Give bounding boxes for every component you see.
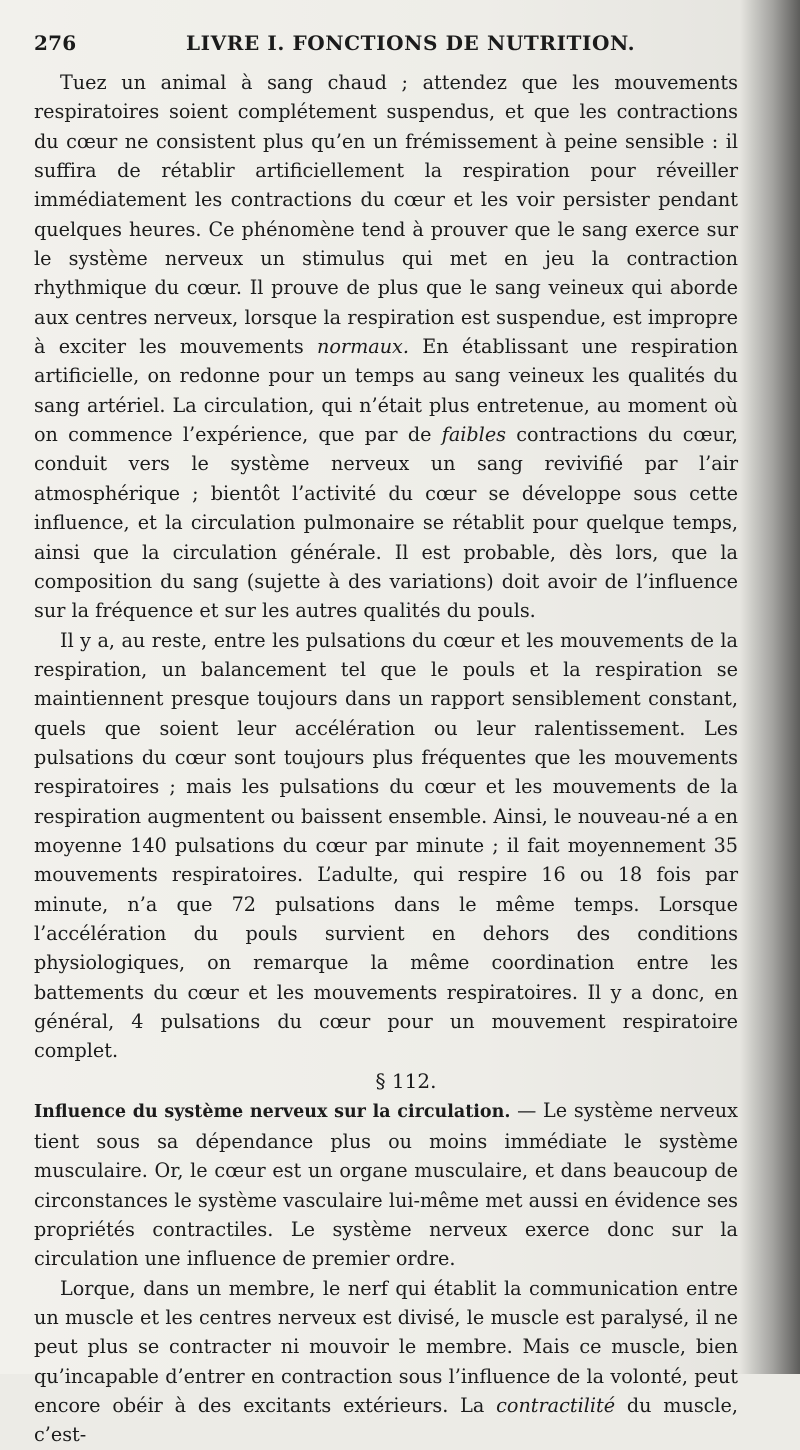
paragraph-4 <box>34 1274 738 1450</box>
paragraph-3 <box>34 1096 738 1274</box>
running-head: LIVRE I. FONCTIONS DE NUTRITION. <box>186 31 636 55</box>
italic-normaux: normaux. <box>316 335 409 359</box>
paragraph-1-text-1: Tuez un animal à sang chaud ; attendez que les mouvements respiratoires soient complétement suspendus, et que les contractions du cœur ne consistent plus qu’en un frémissement à peine sensible : il suffira de rétablir artificiellement la respiration pour réveiller immédiatement les contractions du cœur et les voir persister pendant quelques heures. Ce phénomène tend à prouver que le sang exerce sur le système nerveux un stimulus qui met en jeu la contraction rhythmique du cœur. Il prouve de plus que le sang veineux qui aborde aux centres nerveux, lorsque la respiration est suspendue, est impropre à exciter les mouvements <box>34 71 738 359</box>
section-number: § 112. <box>375 1068 437 1093</box>
body-text <box>34 68 738 1450</box>
page-header <box>34 26 738 60</box>
paragraph-2: Il y a, au reste, entre les pulsations du cœur et les mouvements de la respiration, un balancement tel que le pouls et la respiration se maintiennent presque toujours dans un rapport sensiblement constant, quels que soient leur accélération ou leur ralentissement. Les pulsations du cœur sont toujours plus fréquentes que les mouvements respiratoires ; mais les pulsations du cœur et les mouvements de la respiration augmentent ou baissent ensemble. Ainsi, le nouveau-né a en moyenne 140 pulsations du cœur par minute ; il fait moyennement 35 mouvements respiratoires. L’adulte, qui respire 16 ou 18 fois par minute, n’a que 72 pulsations dans le même temps. Lorsque l’accélération du pouls survient en dehors des conditions physiologiques, on remarque la même coordination entre les battements du cœur et les mouvements respiratoires. Il y a donc, en général, 4 pulsations du cœur pour un mouvement respiratoire complet. <box>34 628 738 1063</box>
paragraph-1-text-2: En établissant une respiration artificielle, on redonne pour un temps au sang veineux les qualités du sang artériel. La circulation, qui n’était plus entretenue, au moment où on commence l’expérience, que par de <box>34 335 738 447</box>
paragraph-3-text: — Le système nerveux tient sous sa dépendance plus ou moins immédiate le système musculaire. Or, le cœur est un organe musculaire, et dans beaucoup de circonstances le système vasculaire lui-même met aussi en évidence ses propriétés contractiles. Le système nerveux exerce donc sur la circulation une influence de premier ordre. <box>34 1098 738 1271</box>
paragraph-4-text-2: du muscle, c’est- <box>34 1394 739 1447</box>
paragraph-1 <box>34 68 738 626</box>
paragraph-4-text-1: Lorque, dans un membre, le nerf qui établit la communication entre un muscle et les centres nerveux est divisé, le muscle est paralysé, il ne peut plus se contracter ni mouvoir le membre. Mais ce muscle, bien qu’incapable d’entrer en contraction sous l’influence de la volonté, peut encore obéir à des excitants extérieurs. La <box>34 1276 738 1418</box>
italic-faibles: faibles <box>441 423 507 447</box>
italic-contractilite: contractilité <box>496 1394 616 1418</box>
section-title: Influence du système nerveux sur la circulation. <box>34 1101 511 1122</box>
paragraph-1-text-3: contractions du cœur, conduit vers le système nerveux un sang revivifié par l’air atmosphérique ; bientôt l’activité du cœur se développe sous cette influence, et la circulation pulmonaire se rétablit pour quelque temps, ainsi que la circulation générale. Il est probable, dès lors, que la composition du sang (sujette à des variations) doit avoir de l’influence sur la fréquence et sur les autres qualités du pouls. <box>34 423 738 623</box>
binding-shadow <box>740 0 800 1374</box>
page-number: 276 <box>34 31 77 55</box>
